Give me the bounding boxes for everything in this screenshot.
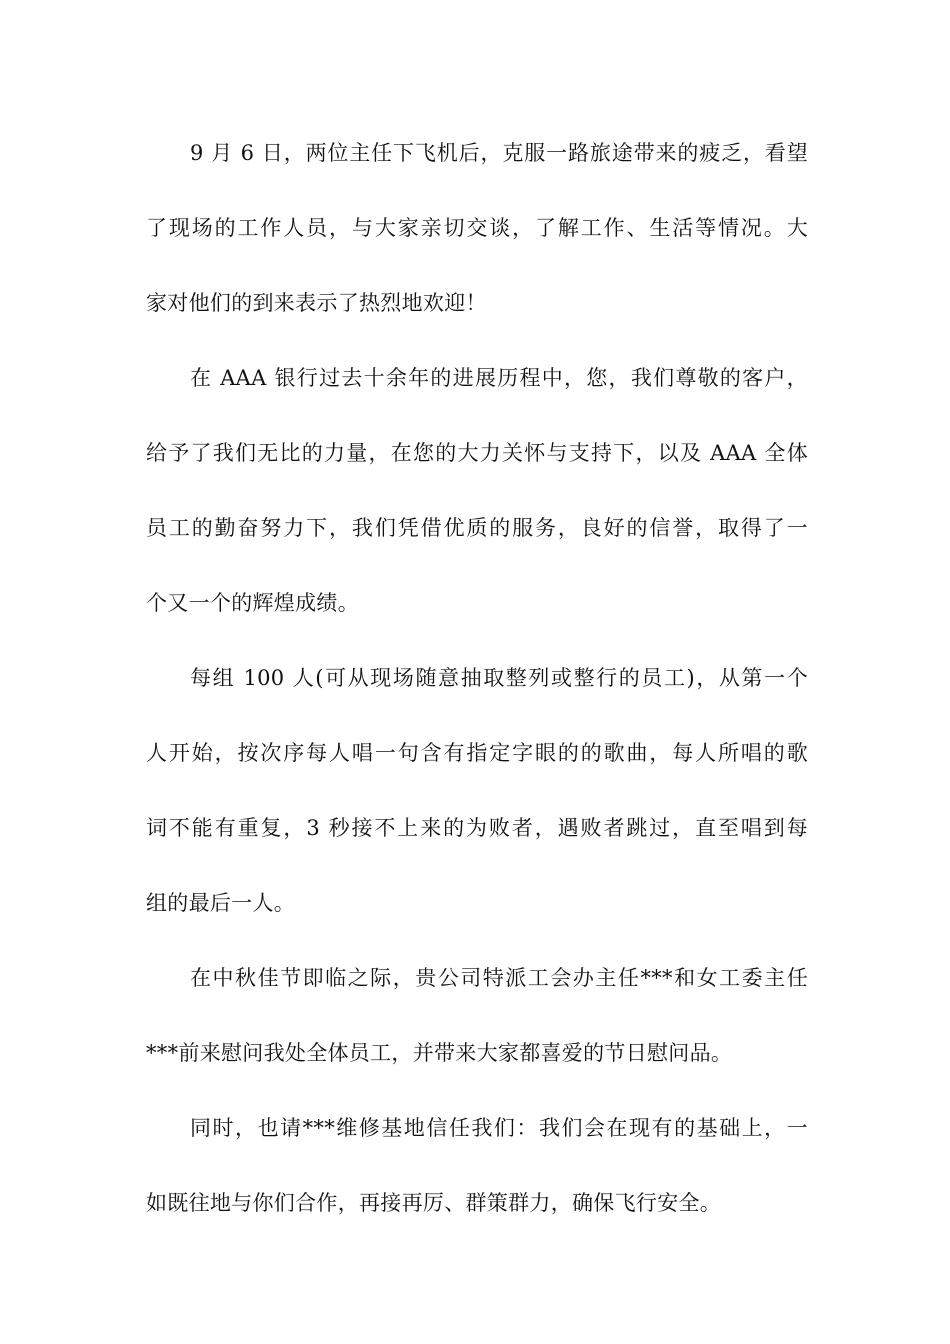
paragraph-4-line-2: ***前来慰问我处全体员工，并带来大家都喜爱的节日慰问品。: [146, 1041, 733, 1065]
paragraph-1-line-1: 9 月 6 日，两位主任下飞机后，克服一路旅途带来的疲乏，看望: [190, 141, 808, 165]
paragraph-5-line-2: 如既往地与你们合作，再接再厉、群策群力，确保飞行安全。: [146, 1191, 722, 1215]
document-body: [146, 132, 808, 1257]
paragraph-2-line-3: 员工的勤奋努力下，我们凭借优质的服务，良好的信誉，取得了一: [146, 516, 808, 540]
paragraph-5-line-1: 同时，也请***维修基地信任我们：我们会在现有的基础上，一: [190, 1116, 808, 1140]
paragraph-2-line-4: 个又一个的辉煌成绩。: [146, 591, 359, 615]
paragraph-3-line-4: 组的最后一人。: [146, 891, 296, 915]
paragraph-4-line-1: 在中秋佳节即临之际，贵公司特派工会办主任***和女工委主任: [190, 966, 808, 990]
paragraph-2-line-1: 在 AAA 银行过去十余年的进展历程中，您，我们尊敬的客户，: [190, 366, 808, 390]
paragraph-1-line-3: 家对他们的到来表示了热烈地欢迎！: [146, 291, 487, 315]
paragraph-3-line-2: 人开始，按次序每人唱一句含有指定字眼的的歌曲，每人所唱的歌: [146, 741, 808, 765]
paragraph-3-line-1: 每组 100 人(可从现场随意抽取整列或整行的员工)，从第一个: [190, 666, 808, 690]
paragraph-1-line-2: 了现场的工作人员，与大家亲切交谈，了解工作、生活等情况。大: [146, 216, 808, 240]
paragraph-2-line-2: 给予了我们无比的力量，在您的大力关怀与支持下，以及 AAA 全体: [146, 441, 808, 465]
paragraph-3-line-3: 词不能有重复，3 秒接不上来的为败者，遇败者跳过，直至唱到每: [146, 816, 808, 840]
